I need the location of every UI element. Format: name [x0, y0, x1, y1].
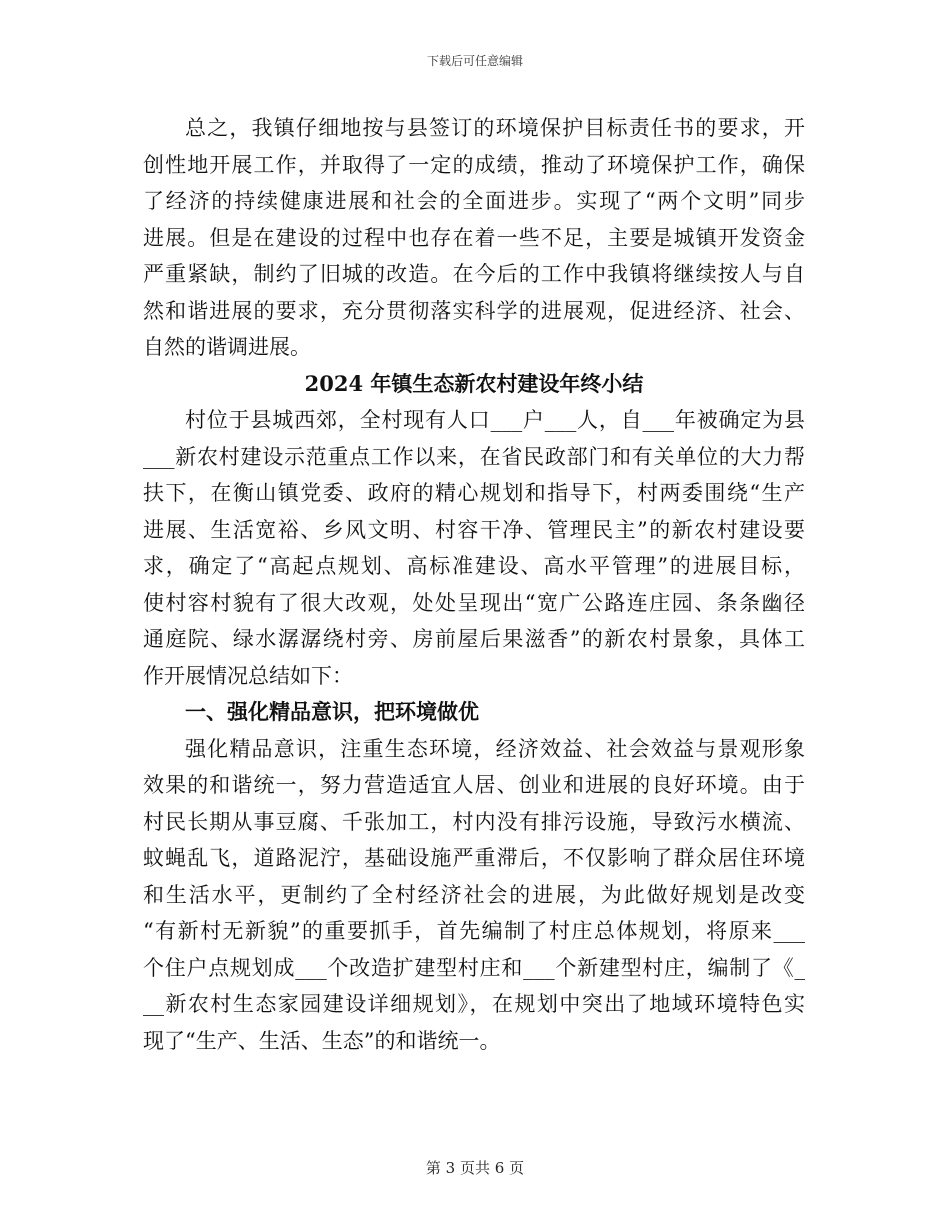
- text-line: 严重紧缺，制约了旧城的改造。在今后的工作中我镇将继续按人与自: [143, 262, 805, 286]
- text-line: 了经济的持续健康进展和社会的全面进步。实现了“两个文明”同步: [143, 189, 805, 213]
- text-line: 总之，我镇仔细地按与县签订的环境保护目标责任书的要求，开: [185, 116, 805, 140]
- paragraph-section-1: [143, 731, 805, 1060]
- document-body: [143, 110, 805, 1059]
- page-number: 第 3 页共 6 页: [425, 1159, 525, 1177]
- text-line: __新农村生态家园建设详细规划》，在规划中突出了地域环境特色实: [143, 992, 805, 1016]
- text-line: 进展、生活宽裕、乡风文明、村容干净、管理民主”的新农村建设要: [143, 517, 805, 542]
- text-line: 求，确定了“高起点规划、高标准建设、高水平管理”的进展目标，: [143, 554, 805, 578]
- text-line: 使村容村貌有了很大改观，处处呈现出“宽广公路连庄园、条条幽径: [143, 590, 805, 615]
- text-line: 蚊蝇乱飞，道路泥泞，基础设施严重滞后，不仅影响了群众居住环境: [143, 846, 805, 870]
- text-line: 村位于县城西郊，全村现有人口___户___人，自___年被确定为县: [185, 408, 805, 432]
- text-line: 进展。但是在建设的过程中也存在着一些不足，主要是城镇开发资金: [143, 225, 805, 250]
- text-line: 创性地开展工作，并取得了一定的成绩，推动了环境保护工作，确保: [143, 152, 805, 177]
- paragraph-intro: [143, 402, 805, 694]
- text-line: 扶下，在衡山镇党委、政府的精心规划和指导下，村两委围绕“生产: [143, 481, 805, 505]
- text-line: 自然的谐调进展。: [143, 335, 311, 359]
- paragraph-conclusion: [143, 110, 805, 366]
- text-line: “有新村无新貌”的重要抓手，首先编制了村庄总体规划，将原来___: [143, 919, 805, 943]
- page-header: 下载后可任意编辑: [426, 54, 523, 68]
- text-line: 和生活水平，更制约了全村经济社会的进展，为此做好规划是改变: [143, 882, 805, 907]
- text-line: 效果的和谐统一，努力营造适宜人居、创业和进展的良好环境。由于: [143, 773, 805, 797]
- text-line: 现了“生产、生活、生态”的和谐统一。: [143, 1028, 501, 1053]
- text-line: 然和谐进展的要求，充分贯彻落实科学的进展观，促进经济、社会、: [143, 298, 805, 323]
- text-line: ___新农村建设示范重点工作以来，在省民政部门和有关单位的大力帮: [143, 444, 805, 469]
- text-line: 作开展情况总结如下：: [143, 663, 353, 688]
- text-line: 通庭院、绿水潺潺绕村旁、房前屋后果滋香”的新农村景象，具体工: [143, 627, 805, 651]
- document-title: 2024 年镇生态新农村建设年终小结: [304, 370, 644, 396]
- text-line: 村民长期从事豆腐、千张加工，村内没有排污设施，导致污水横流、: [143, 809, 805, 834]
- section-heading: 一、强化精品意识，把环境做优: [185, 699, 479, 724]
- text-line: 个住户点规划成___个改造扩建型村庄和___个新建型村庄，编制了《_: [143, 955, 805, 980]
- text-line: 强化精品意识，注重生态环境，经济效益、社会效益与景观形象: [185, 736, 805, 761]
